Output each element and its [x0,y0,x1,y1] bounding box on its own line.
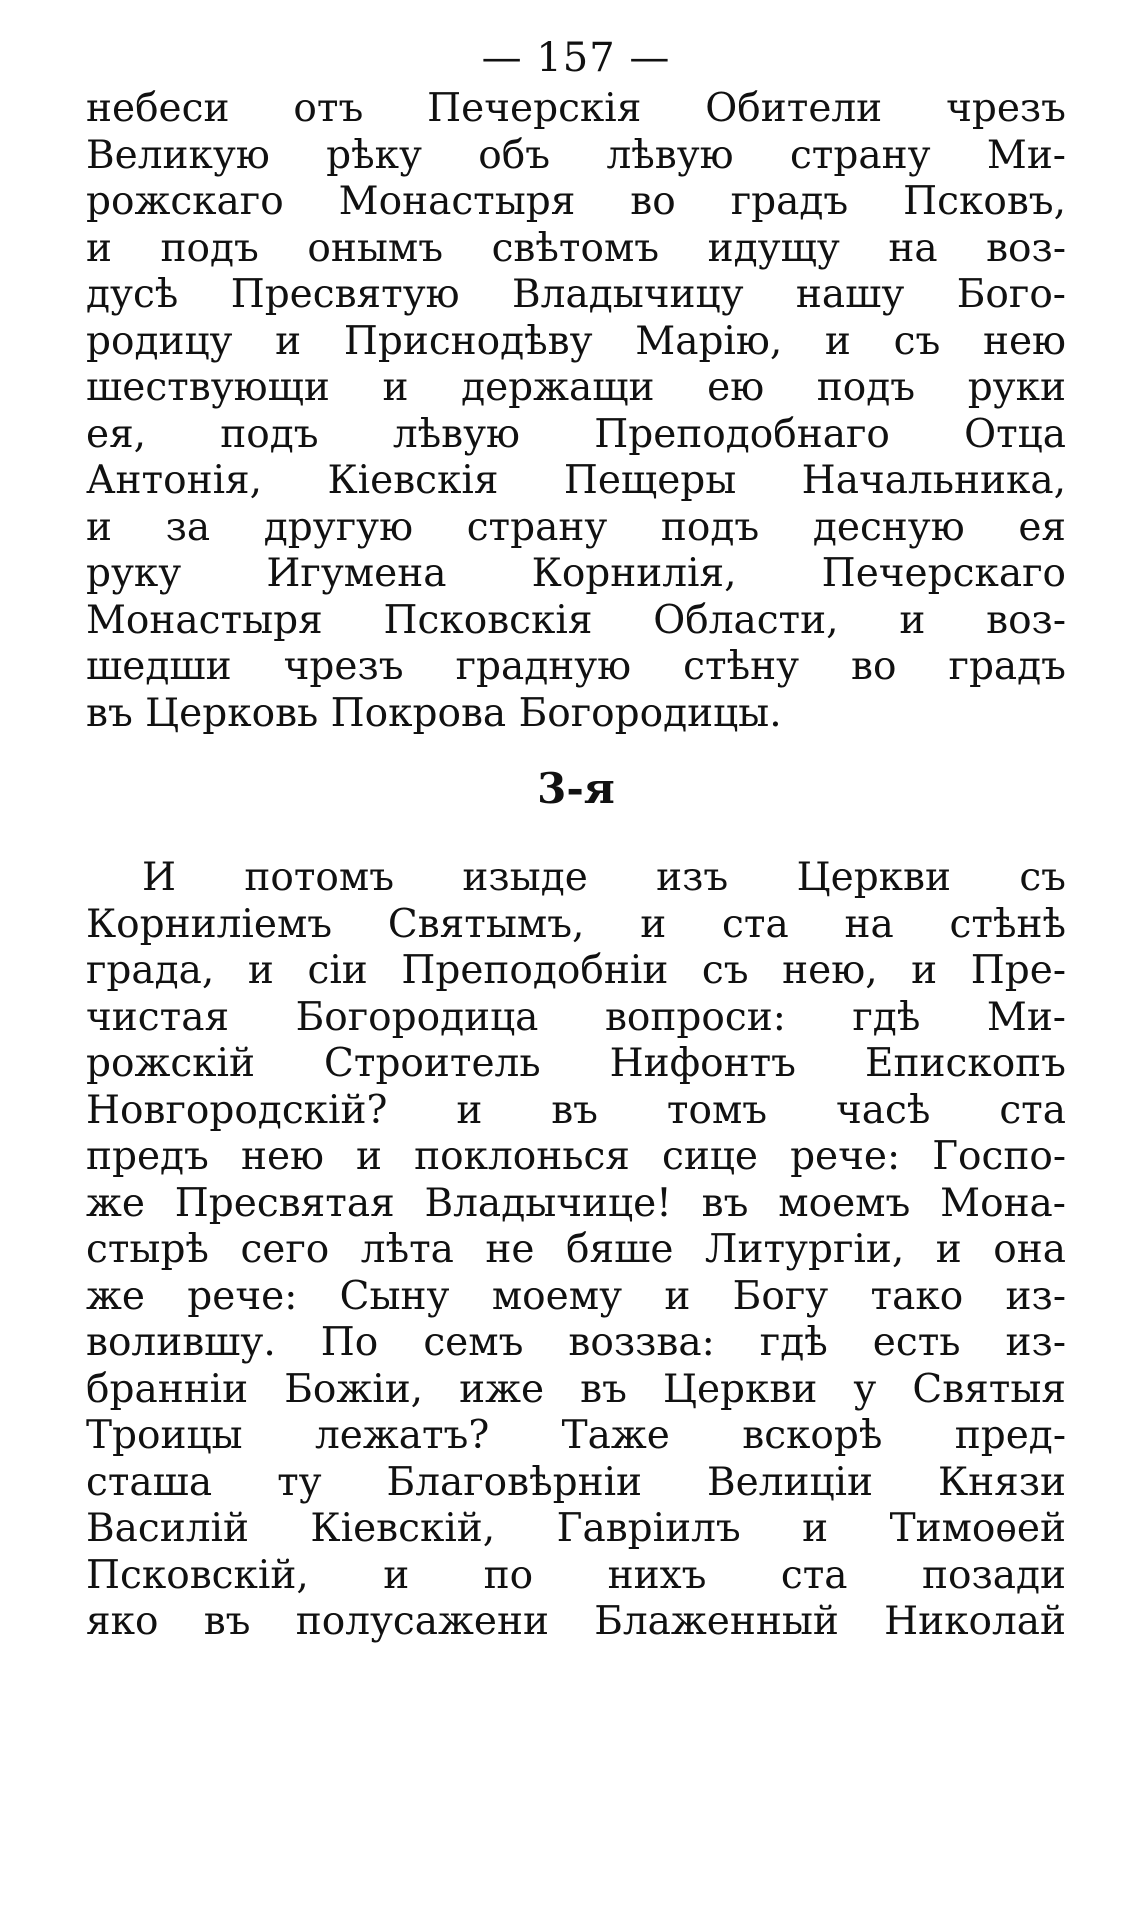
text-line: бранніи Божіи, иже въ Церкви у Святыя [86,1366,1066,1412]
text-line: же Пресвятая Владычице! въ моемъ Мона- [86,1180,1066,1226]
text-line: родицу и Приснодѣву Марію, и съ нею [86,318,1066,364]
text-line: шествующи и держащи ею подъ руки [86,365,1066,410]
text-line: Василій Кіевскій, Гавріилъ и Тимоѳей [86,1506,1066,1551]
text-line: рожскаго Монастыря во градъ Псковъ, [86,179,1066,224]
text-line: дусѣ Пресвятую Владычицу нашу Бого- [86,272,1066,317]
text-line: чистая Богородица вопроси: гдѣ Ми- [86,994,1066,1040]
text-line: волившу. По семъ воззва: гдѣ есть из- [86,1320,1066,1365]
text-line: и подъ онымъ свѣтомъ идущу на воз- [86,225,1066,271]
section-heading: 3-я [537,764,615,813]
text-line: Антонія, Кіевскія Пещеры Начальника, [86,458,1066,503]
text-line: Троицы лежатъ? Таже вскорѣ пред- [86,1413,1066,1458]
text-line: Великую рѣку объ лѣвую страну Ми- [86,132,1066,178]
text-line: Новгородскій? и въ томъ часѣ ста [86,1087,1066,1133]
text-line: рожскій Строитель Нифонтъ Епископъ [86,1041,1066,1086]
paragraph-2 [86,855,1066,1646]
text-line: града, и сіи Преподобніи съ нею, и Пре- [86,948,1066,993]
text-line: въ Церковь Покрова Богородицы. [86,690,782,736]
text-line: предъ нею и поклонься сице рече: Госпо- [86,1134,1066,1179]
text-line: ея, подъ лѣвую Преподобнаго Отца [86,411,1066,457]
text-line: сташа ту Благовѣрніи Велиціи Князи [86,1459,1066,1505]
text-line: Монастыря Псковскія Области, и воз- [86,597,1066,643]
text-line: же рече: Сыну моему и Богу тако из- [86,1273,1066,1319]
text-line: Псковскій, и по нихъ ста позади [86,1552,1066,1598]
text-line: и за другую страну подъ десную ея [86,504,1066,550]
paragraph-1 [86,86,1066,737]
text-line: руку Игумена Корнилія, Печерскаго [86,551,1066,596]
text-line: Корниліемъ Святымъ, и ста на стѣнѣ [86,901,1066,947]
text-line: шедши чрезъ градную стѣну во градъ [86,644,1066,689]
text-line: И потомъ изыде изъ Церкви съ [142,855,1066,900]
book-page [86,30,1066,1880]
text-line: стырѣ сего лѣта не бяше Литургіи, и она [86,1227,1066,1272]
text-line: небеси отъ Печерскія Обители чрезъ [86,86,1066,131]
text-line: яко въ полусажени Блаженный Николай [86,1599,1066,1644]
page-number: — 157 — [481,35,671,81]
